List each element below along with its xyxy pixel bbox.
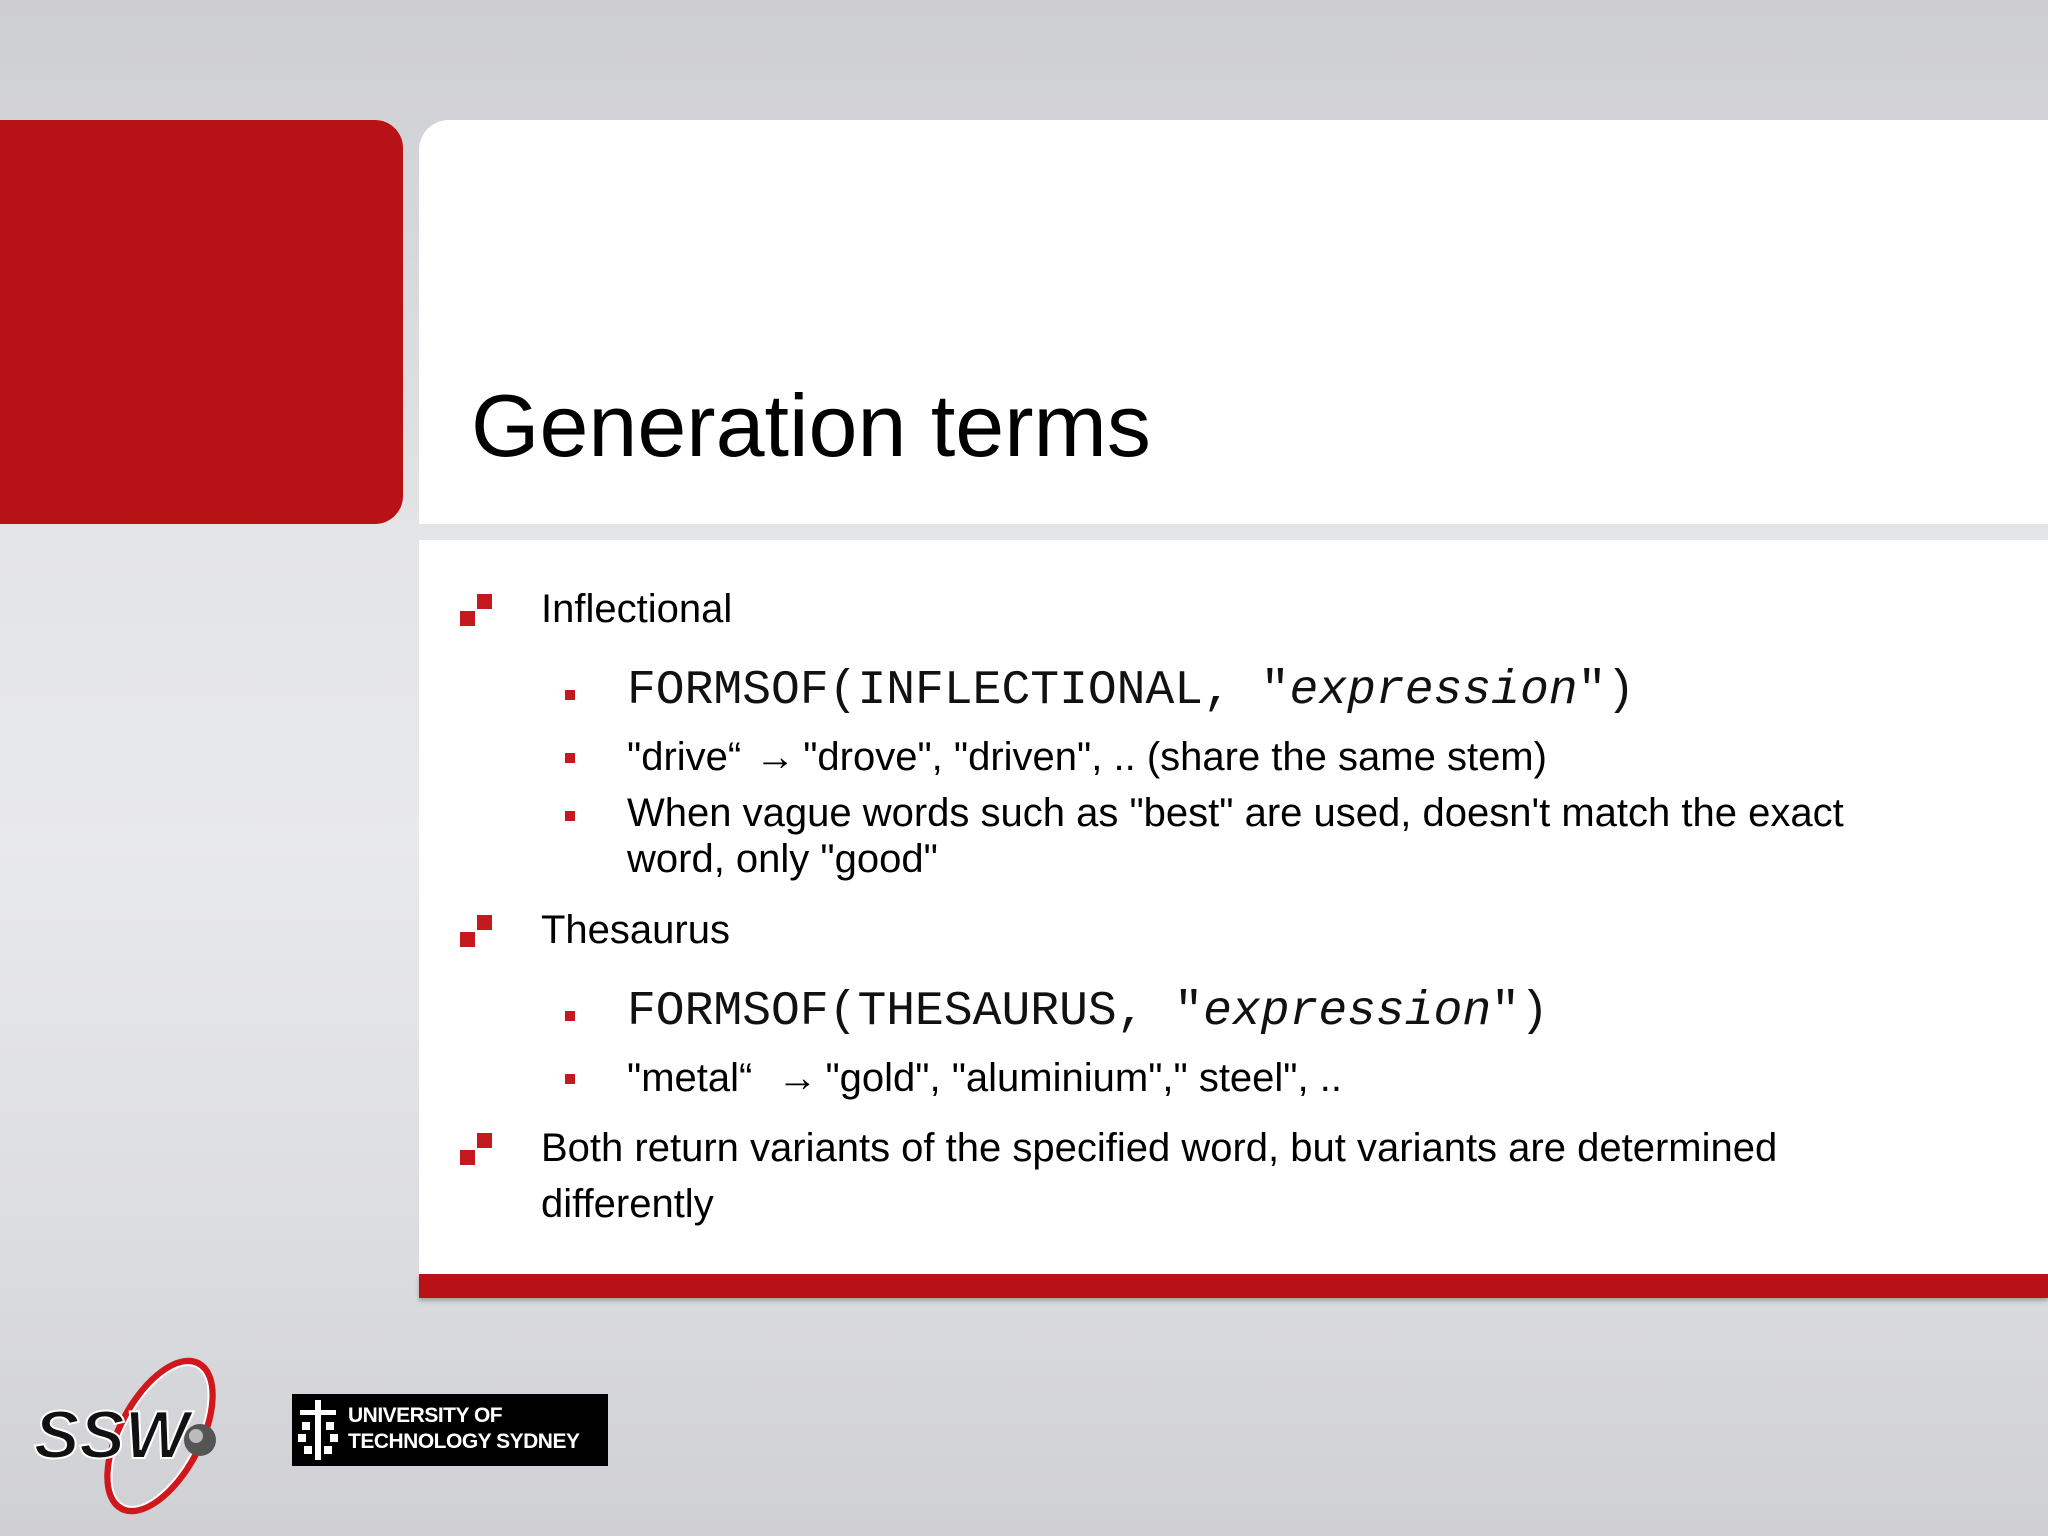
bullet-icon [460, 594, 494, 628]
ssw-logo [28, 1348, 238, 1518]
title-accent-block [0, 120, 403, 524]
uts-logo [292, 1394, 608, 1466]
summary-line1: Both return variants of the specified word, but variants are determined [541, 1126, 1778, 1170]
note-vague-words-line1: When vague words such as "best" are used, doesn't match the exact [627, 791, 1844, 835]
svg-text:SSW: SSW [34, 1397, 189, 1473]
arrow-right-icon: → [755, 735, 796, 779]
uts-crest-icon [296, 1398, 340, 1462]
bullet-icon [460, 1133, 494, 1167]
sub-bullet-icon [565, 1011, 575, 1021]
sub-bullet-icon [565, 1074, 575, 1084]
example-drive: "drive“ → "drove", "driven", .. (share the same stem) [627, 735, 1547, 779]
note-vague-words-line2: word, only "good" [627, 837, 938, 881]
sub-bullet-icon [565, 753, 575, 763]
code-formsof-thesaurus: FORMSOF(THESAURUS, "expression") [627, 985, 1549, 1039]
bullet-icon [460, 915, 494, 949]
sub-bullet-icon [565, 690, 575, 700]
sub-bullet-icon [565, 811, 575, 821]
uts-name-line1: UNIVERSITY OF [348, 1404, 503, 1427]
list-item-inflectional: Inflectional [541, 587, 733, 631]
uts-name-line2: TECHNOLOGY SYDNEY [348, 1430, 580, 1453]
list-item-thesaurus: Thesaurus [541, 908, 730, 952]
arrow-right-icon: → [777, 1056, 818, 1100]
code-formsof-inflectional: FORMSOF(INFLECTIONAL, "expression") [627, 664, 1636, 718]
example-metal: "metal“ → "gold", "aluminium"," steel", .. [627, 1056, 1342, 1100]
bottom-accent-bar [419, 1274, 2048, 1298]
slide-title: Generation terms [471, 376, 1151, 475]
title-panel [419, 120, 2048, 524]
summary-line2: differently [541, 1182, 714, 1226]
